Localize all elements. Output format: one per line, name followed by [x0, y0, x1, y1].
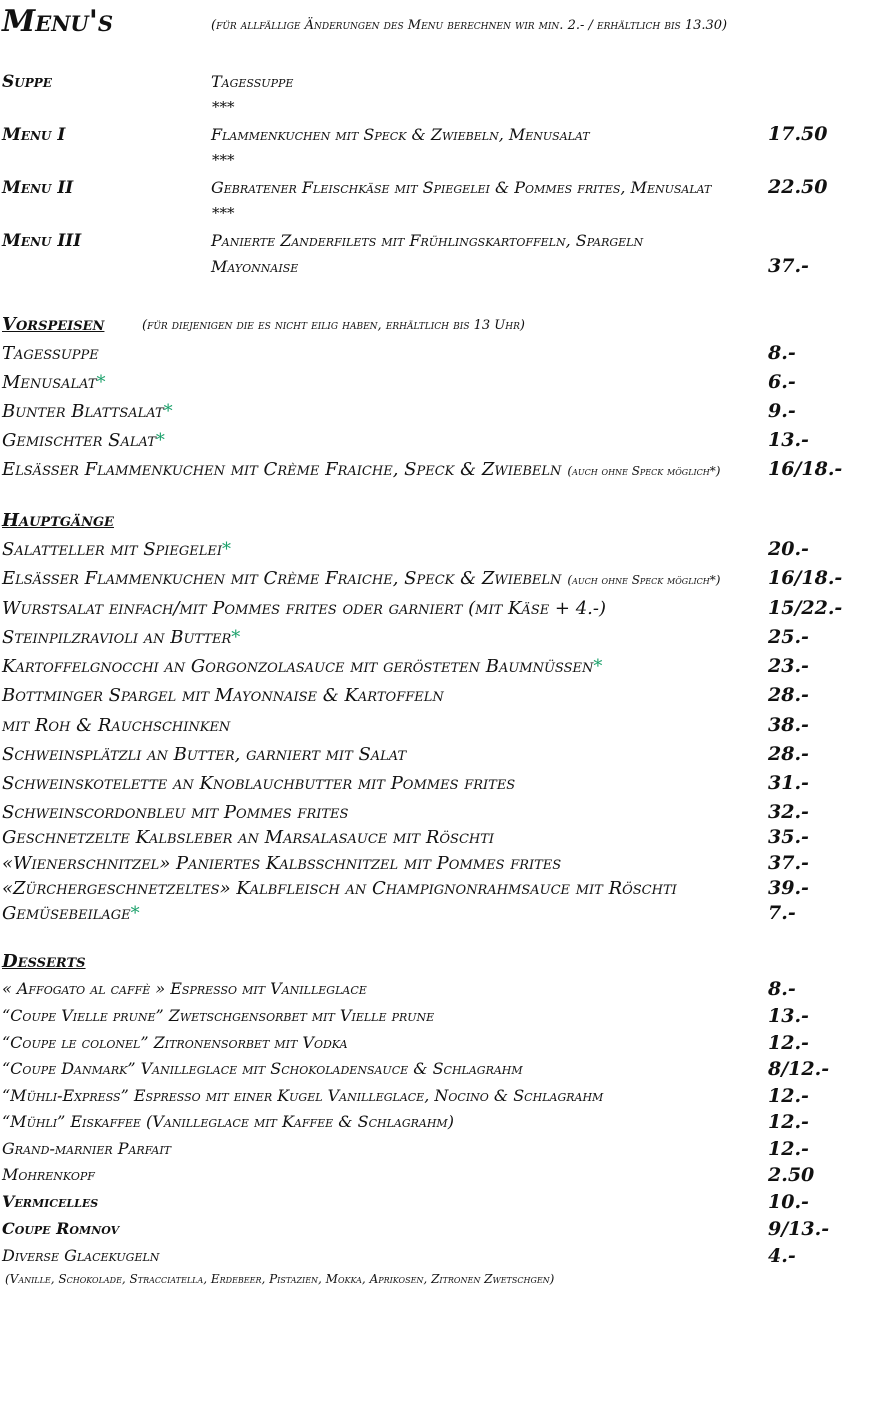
- vegetarian-mark: *: [222, 539, 232, 560]
- menu-price: 17.50: [768, 123, 828, 145]
- dish-price: 13.-: [768, 429, 809, 451]
- dish-price: 20.-: [768, 538, 809, 560]
- menu-label: Menu I: [2, 125, 66, 145]
- menu-label: Suppe: [2, 72, 52, 92]
- menu-item-name: [2, 1112, 454, 1131]
- menu-item-name: [2, 343, 99, 364]
- dish-name: Steinpilzravioli an Butter: [2, 627, 232, 648]
- dish-price: 37.-: [768, 852, 809, 874]
- dish-name: “Coupe Vielle prune” Zwetschgensorbet mit Vielle prune: [2, 1006, 435, 1025]
- dish-name: Elsässer Flammenkuchen mit Crème Fraiche, Speck & Zwiebeln: [2, 568, 562, 589]
- menu-note: (für allfällige Änderungen des Menu berechnen wir min. 2.- / erhältlich bis 13.30): [211, 18, 728, 33]
- menu-item-name: [2, 1165, 95, 1184]
- section-title-hauptgaenge: Hauptgänge: [2, 510, 114, 531]
- menu-item-name: [2, 656, 602, 677]
- dish-price: 8.-: [768, 342, 796, 364]
- dish-name: Vermicelles: [2, 1192, 99, 1211]
- dish-name: Wurstsalat einfach/mit Pommes frites oder garniert (mit Käse + 4.-): [2, 598, 607, 619]
- menu-item-name: [2, 827, 494, 848]
- dish-price: 28.-: [768, 743, 809, 765]
- menu-item-name: [2, 903, 140, 924]
- menu-item-name: [2, 802, 348, 823]
- page-title: Menu's: [2, 4, 114, 39]
- dish-price: 16/18.-: [768, 567, 843, 589]
- dish-price: 15/22.-: [768, 597, 843, 619]
- dish-price: 12.-: [768, 1032, 809, 1054]
- dish-price: 38.-: [768, 714, 809, 736]
- menu-label: Menu II: [2, 178, 74, 198]
- vegetarian-mark: *: [96, 372, 106, 393]
- menu-item-name: [2, 878, 677, 899]
- menu-item-name: [2, 459, 720, 480]
- dish-name: “Mühli” Eiskaffee (Vanilleglace mit Kaffee & Schlagrahm): [2, 1112, 454, 1131]
- dish-name: Schweinscordonbleu mit Pommes frites: [2, 802, 349, 823]
- dish-price: 6.-: [768, 371, 796, 393]
- dish-price: 13.-: [768, 1005, 809, 1027]
- menu-item-name: [2, 715, 230, 736]
- menu-desc: Tagessuppe: [211, 72, 294, 91]
- menu-item-name: [2, 1246, 159, 1265]
- vegetarian-mark: *: [593, 656, 603, 677]
- dish-price: 10.-: [768, 1191, 809, 1213]
- dish-price: 12.-: [768, 1085, 809, 1107]
- dish-name: Gemüsebeilage: [2, 903, 131, 924]
- menu-item-name: [2, 1192, 98, 1211]
- dish-name: Bottminger Spargel mit Mayonnaise & Kartoffeln: [2, 685, 444, 706]
- vegetarian-mark: *: [130, 903, 140, 924]
- menu-item-name: [2, 685, 444, 706]
- dish-price: 12.-: [768, 1111, 809, 1133]
- dish-name: «Wienerschnitzel» Paniertes Kalbsschnitzel mit Pommes frites: [2, 853, 562, 874]
- dish-price: 12.-: [768, 1138, 809, 1160]
- menu-item-name: [2, 1086, 603, 1105]
- menu-desc: Flammenkuchen mit Speck & Zwiebeln, Menusalat: [211, 125, 590, 144]
- section-title-desserts: Desserts: [2, 951, 86, 972]
- menu-price: 22.50: [768, 176, 828, 198]
- vegetarian-mark: *: [155, 430, 165, 451]
- menu-item-name: [2, 773, 515, 794]
- dish-name: Geschnetzelte Kalbsleber an Marsalasauce mit Röschti: [2, 827, 495, 848]
- dish-name: Diverse Glacekugeln: [2, 1246, 160, 1265]
- glace-flavours-note: (Vanille, Schokolade, Stracciatella, Erdebeer, Pistazien, Mokka, Aprikosen, Zitronen Zwetschgen): [5, 1272, 555, 1286]
- menu-item-name: [2, 627, 240, 648]
- menu-item-name: [2, 539, 231, 560]
- dish-name: Salatteller mit Spiegelei: [2, 539, 223, 560]
- dish-name: Schweinsplätzli an Butter, garniert mit Salat: [2, 744, 407, 765]
- menu-desc: Mayonnaise: [211, 257, 299, 276]
- dish-name: Bunter Blattsalat: [2, 401, 164, 422]
- dish-price: 16/18.-: [768, 458, 843, 480]
- dish-name: Grand-marnier Parfait: [2, 1139, 172, 1158]
- dish-name: Schweinskotelette an Knoblauchbutter mit Pommes frites: [2, 773, 516, 794]
- separator: ***: [212, 204, 235, 222]
- dish-name: “Coupe Danmark” Vanilleglace mit Schokoladensauce & Schlagrahm: [2, 1059, 523, 1078]
- menu-item-name: [2, 401, 173, 422]
- vorspeisen-note: (für diejenigen die es nicht eilig haben, erhältlich bis 13 Uhr): [142, 318, 525, 333]
- menu-item-name: [2, 979, 367, 998]
- menu-item-name: [2, 853, 561, 874]
- dish-name: «Zürchergeschnetzeltes» Kalbfleisch an Champignonrahmsauce mit Röschti: [2, 878, 677, 899]
- section-title-vorspeisen: Vorspeisen: [2, 314, 105, 335]
- menu-item-name: [2, 568, 720, 589]
- menu-item-name: [2, 430, 165, 451]
- dish-name: Kartoffelgnocchi an Gorgonzolasauce mit gerösteten Baumnüssen: [2, 656, 594, 677]
- dish-name: Mohrenkopf: [2, 1165, 95, 1184]
- dish-note: (auch ohne Speck möglich*): [567, 464, 721, 478]
- menu-item-name: [2, 1219, 119, 1238]
- dish-price: 9.-: [768, 400, 796, 422]
- vegetarian-mark: *: [163, 401, 173, 422]
- dish-name: “Mühli-Express” Espresso mit einer Kugel Vanilleglace, Nocino & Schlagrahm: [2, 1086, 604, 1105]
- dish-price: 31.-: [768, 772, 809, 794]
- menu-item-name: [2, 372, 106, 393]
- dish-name: Tagessuppe: [2, 343, 99, 364]
- dish-price: 4.-: [768, 1245, 796, 1267]
- dish-name: Coupe Romnov: [2, 1219, 120, 1238]
- menu-label: Menu III: [2, 231, 82, 251]
- menu-item-name: [2, 1006, 434, 1025]
- dish-price: 23.-: [768, 655, 809, 677]
- dish-name: « Affogato al caffè » Espresso mit Vanilleglace: [2, 979, 367, 998]
- dish-price: 25.-: [768, 626, 809, 648]
- dish-price: 35.-: [768, 826, 809, 848]
- dish-price: 32.-: [768, 801, 809, 823]
- dish-price: 39.-: [768, 877, 809, 899]
- dish-name: mit Roh & Rauchschinken: [2, 715, 231, 736]
- menu-item-name: [2, 744, 406, 765]
- separator: ***: [212, 151, 235, 169]
- dish-name: “Coupe le colonel” Zitronensorbet mit Vodka: [2, 1033, 348, 1052]
- dish-name: Elsässer Flammenkuchen mit Crème Fraiche, Speck & Zwiebeln: [2, 459, 562, 480]
- dish-price: 8.-: [768, 978, 796, 1000]
- dish-price: 8/12.-: [768, 1058, 830, 1080]
- dish-name: Gemischter Salat: [2, 430, 156, 451]
- menu-item-name: [2, 1033, 348, 1052]
- dish-price: 28.-: [768, 684, 809, 706]
- vegetarian-mark: *: [231, 627, 241, 648]
- dish-name: Menusalat: [2, 372, 97, 393]
- menu-price: 37.-: [768, 255, 809, 277]
- menu-item-name: [2, 1059, 523, 1078]
- dish-price: 2.50: [768, 1164, 815, 1186]
- dish-price: 9/13.-: [768, 1218, 830, 1240]
- dish-note: (auch ohne Speck möglich*): [567, 573, 721, 587]
- menu-desc: Gebratener Fleischkäse mit Spiegelei & Pommes frites, Menusalat: [211, 178, 712, 197]
- dish-price: 7.-: [768, 902, 796, 924]
- menu-item-name: [2, 1139, 171, 1158]
- menu-item-name: [2, 598, 606, 619]
- separator: ***: [212, 98, 235, 116]
- menu-desc: Panierte Zanderfilets mit Frühlingskartoffeln, Spargeln: [211, 231, 644, 250]
